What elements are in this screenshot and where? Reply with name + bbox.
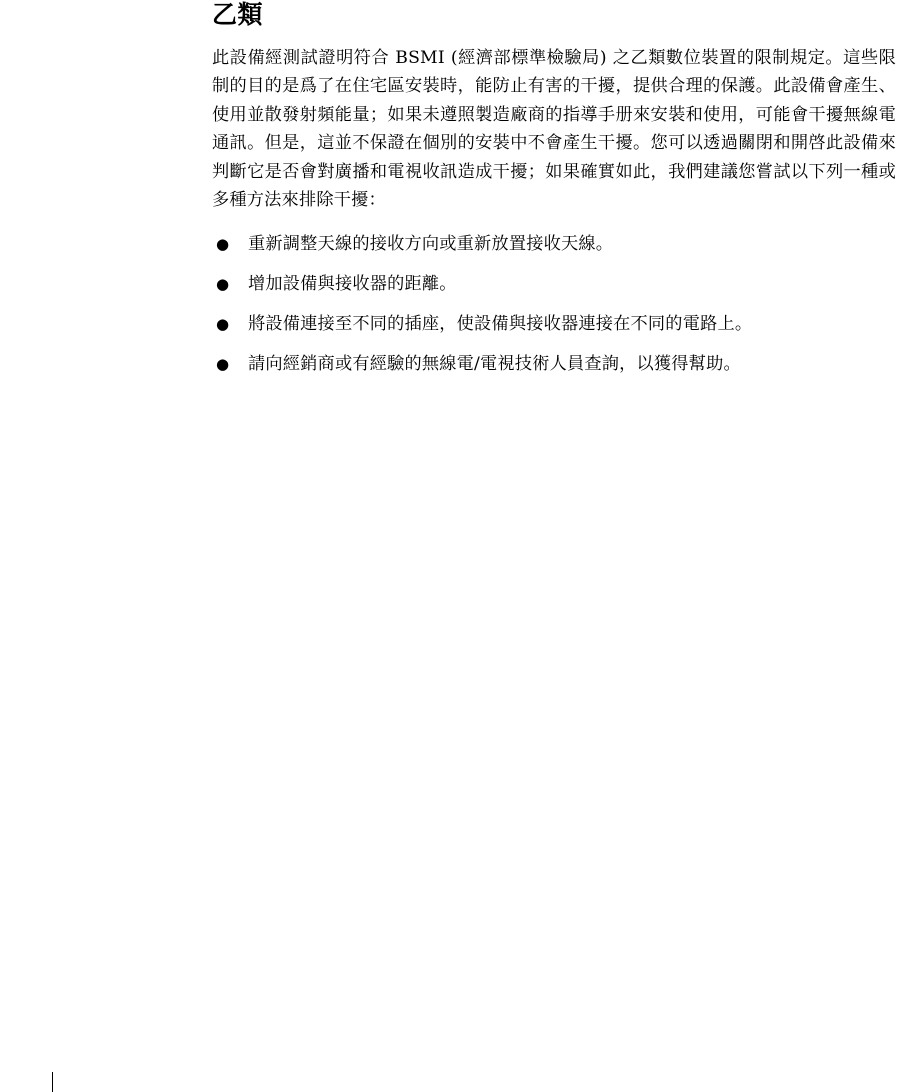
body-paragraph: 此設備經測試證明符合 BSMI (經濟部標準檢驗局) 之乙類數位裝置的限制規定。這些限制的目的是爲了在住宅區安裝時，能防止有害的干擾，提供合理的保護。此設備會產生、使用並散發射頻能量；如果未遵照製造廠商的指導手册來安裝和使用，可能會干擾無線電通訊。但是，這並不保證在個別的安裝中不會產生干擾。您可以透過關閉和開啓此設備來判斷它是否會對廣播和電視收訊造成干擾；如果確實如此，我們建議您嘗試以下列一種或多種方法來排除干擾： <box>212 48 896 211</box>
bullet-icon: ● <box>216 235 230 254</box>
bullet-icon: ● <box>216 355 230 374</box>
list-item-text: 增加設備與接收器的距離。 <box>248 274 457 295</box>
bullet-icon: ● <box>216 315 230 334</box>
list-item <box>212 230 896 258</box>
list-item-text: 重新調整天線的接收方向或重新放置接收天線。 <box>248 234 614 255</box>
page-title: 乙類 <box>212 0 264 29</box>
page-content <box>212 0 896 378</box>
bullet-list <box>212 214 896 378</box>
list-item <box>212 350 896 378</box>
list-item-text: 請向經銷商或有經驗的無線電/電視技術人員查詢，以獲得幫助。 <box>248 354 741 375</box>
list-item-text: 將設備連接至不同的插座，使設備與接收器連接在不同的電路上。 <box>248 314 753 335</box>
page-edge-mark <box>52 1072 53 1092</box>
bullet-icon: ● <box>216 275 230 294</box>
list-item <box>212 310 896 338</box>
list-item <box>212 270 896 298</box>
